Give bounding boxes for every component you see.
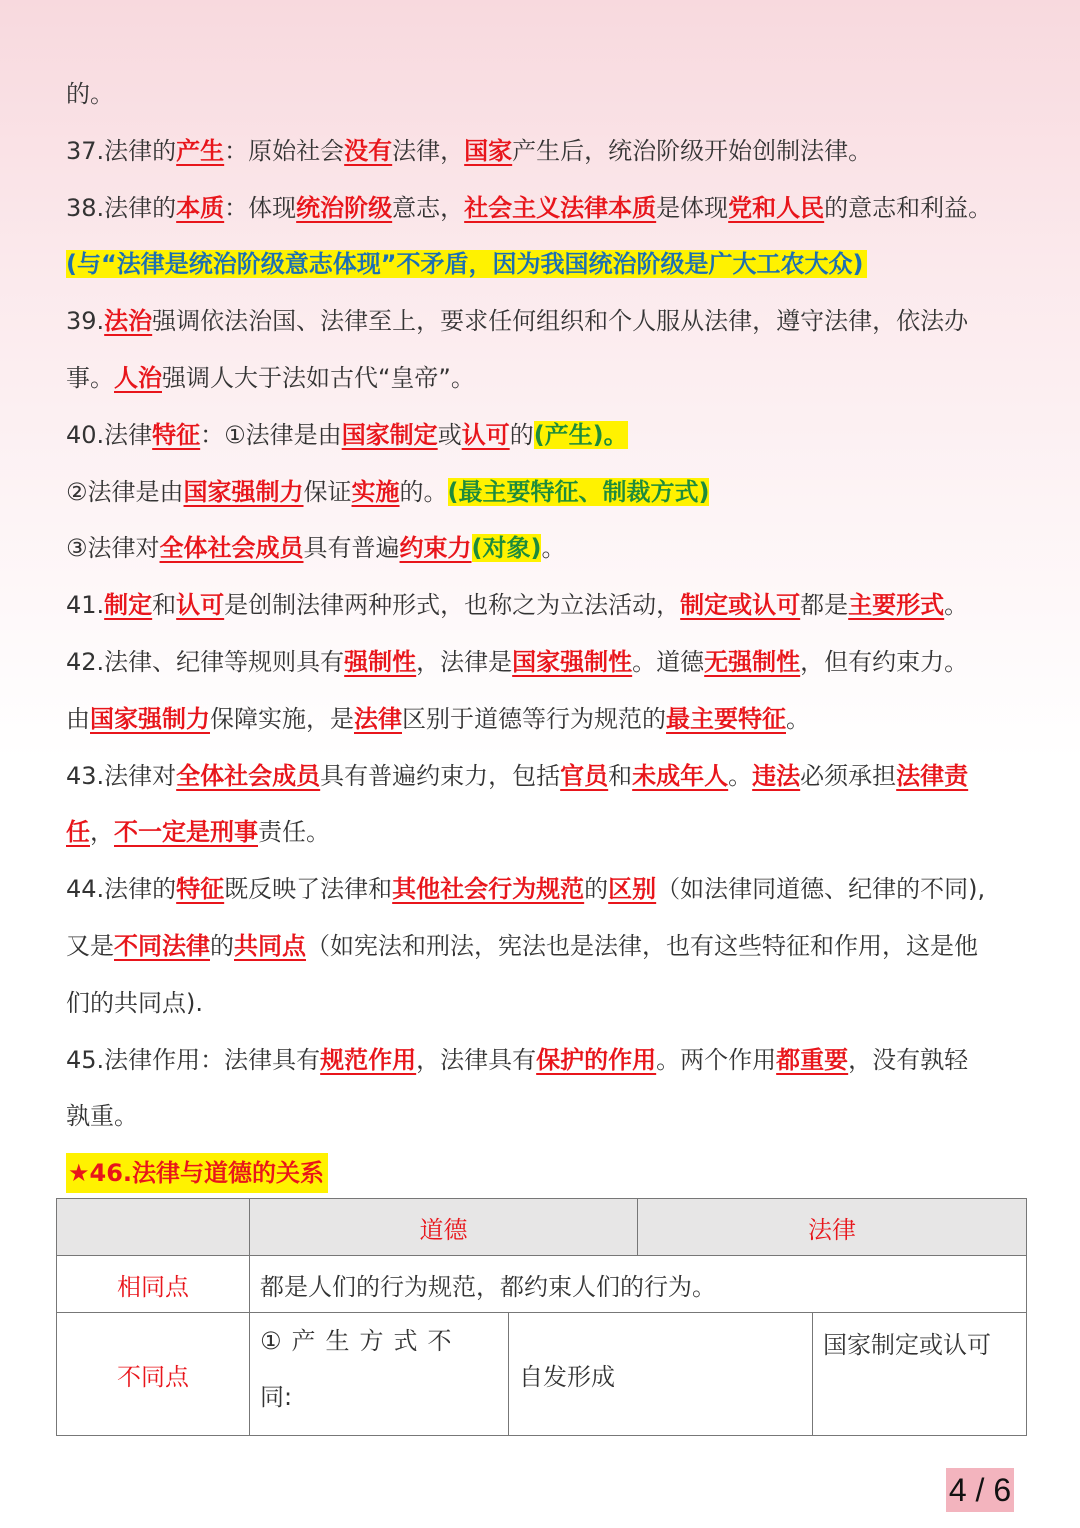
item-41: 41.制定和认可是创制法律两种形式，也称之为立法活动，制定或认可都是主要形式。 (66, 591, 969, 620)
item-38-note (66, 236, 1016, 293)
table-header-moral: 道德 (250, 1199, 638, 1256)
item-40-3: ③法律对全体社会成员具有普遍约束力(对象)。 (66, 534, 566, 563)
diff-moral-cell: 自发形成 (509, 1313, 813, 1436)
table-row (57, 1313, 1027, 1436)
item-37: 37.法律的产生：原始社会没有法律，国家产生后，统治阶级开始创制法律。 (66, 136, 873, 165)
comparison-table (56, 1198, 1027, 1436)
item-45: 45.法律作用：法律具有规范作用，法律具有保护的作用。两个作用都重要，没有孰轻 (66, 1045, 969, 1074)
item-45-cont: 孰重。 (66, 1102, 138, 1131)
highlight-note: (与“法律是统治阶级意志体现”不矛盾，因为我国统治阶级是广大工农大众) (66, 250, 867, 278)
highlight-note: (最主要特征、制裁方式) (447, 477, 710, 506)
row-label-diff: 不同点 (57, 1313, 250, 1436)
highlight-note: (产生)。 (533, 420, 628, 449)
row-label-same: 相同点 (57, 1256, 250, 1313)
item-44-end: 们的共同点). (66, 988, 203, 1017)
item-39-cont: 事。人治强调人大于法如古代“皇帝”。 (66, 363, 475, 392)
page-number: 4 / 6 (946, 1468, 1014, 1512)
table-row (57, 1256, 1027, 1313)
same-text-cell: 都是人们的行为规范，都约束人们的行为。 (250, 1256, 1027, 1313)
diff-item-cell: ①产生方式不 同: (250, 1313, 509, 1436)
item-44-cont: 又是不同法律的共同点（如宪法和刑法，宪法也是法律，也有这些特征和作用，这是他 (66, 931, 978, 960)
table-header-row (57, 1199, 1027, 1256)
item-42: 42.法律、纪律等规则具有强制性，法律是国家强制性。道德无强制性，但有约束力。 (66, 647, 969, 676)
section-heading-46 (66, 1145, 1016, 1202)
item-38: 38.法律的本质：体现统治阶级意志，社会主义法律本质是体现党和人民的意志和利益。 (66, 193, 993, 222)
item-43: 43.法律对全体社会成员具有普遍约束力，包括官员和未成年人。违法必须承担法律责 (66, 761, 969, 790)
diff-law-cell: 国家制定或认可 (813, 1313, 1027, 1436)
item-43-cont: 任，不一定是刑事责任。 (66, 818, 330, 847)
item-40-2: ②法律是由国家强制力保证实施的。(最主要特征、制裁方式) (66, 477, 710, 506)
section-heading: ★46.法律与道德的关系 (66, 1153, 328, 1193)
table-header-empty (57, 1199, 250, 1256)
text-line: 的。 (66, 80, 114, 108)
item-44: 44.法律的特征既反映了法律和其他社会行为规范的区别（如法律同道德、纪律的不同), (66, 875, 986, 904)
document-body (66, 66, 1016, 1202)
item-42-cont: 由国家强制力保障实施，是法律区别于道德等行为规范的最主要特征。 (66, 704, 810, 733)
item-40: 40.法律特征：①法律是由国家制定或认可的(产生)。 (66, 420, 628, 449)
table-header-law: 法律 (638, 1199, 1027, 1256)
highlight-note: (对象) (471, 534, 542, 563)
item-39: 39.法治强调依法治国、法律至上，要求任何组织和个人服从法律，遵守法律，依法办 (66, 307, 969, 336)
